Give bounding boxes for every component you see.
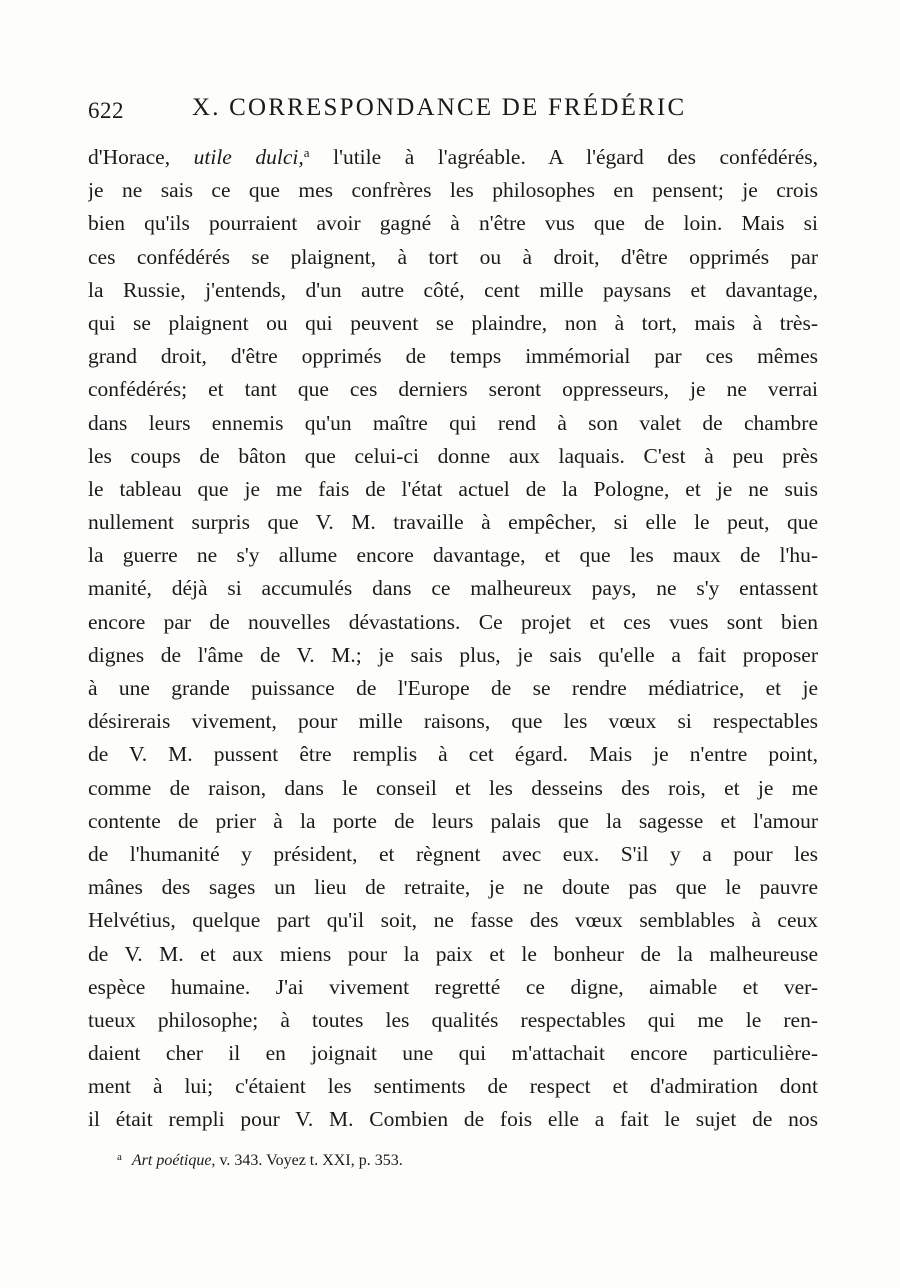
text-line: daient cher il en joignait une qui m'attachait encore particulière- — [88, 1041, 818, 1066]
text-line: la guerre ne s'y allume encore davantage, et que les maux de l'hu- — [88, 543, 818, 568]
text-line: bien qu'ils pourraient avoir gagné à n'être vus que de loin. Mais si — [88, 211, 818, 236]
text-line: tueux philosophe; à toutes les qualités respectables qui me le ren- — [88, 1007, 818, 1032]
text-line: désirerais vivement, pour mille raisons, que les vœux si respectables — [88, 709, 818, 734]
text-line: contente de prier à la porte de leurs palais que la sagesse et l'amour — [88, 808, 818, 833]
text-line: le tableau que je me fais de l'état actuel de la Pologne, et je ne suis — [88, 476, 818, 501]
text-line: dignes de l'âme de V. M.; je sais plus, je sais qu'elle a fait proposer — [88, 642, 818, 667]
text-line: comme de raison, dans le conseil et les desseins des rois, et je me — [88, 775, 818, 800]
text-line: Helvétius, quelque part qu'il soit, ne fasse des vœux semblables à ceux — [88, 908, 818, 933]
text-line: espèce humaine. J'ai vivement regretté ce digne, aimable et ver- — [88, 974, 818, 999]
text-line: les coups de bâton que celui-ci donne aux laquais. C'est à peu près — [88, 443, 818, 468]
text-line: de l'humanité y président, et règnent avec eux. S'il y a pour les — [88, 841, 818, 866]
text-fragment: d'Horace, — [88, 145, 194, 169]
text-line: dans leurs ennemis qu'un maître qui rend à son valet de chambre — [88, 410, 818, 435]
body-text — [88, 141, 818, 1137]
text-line: ces confédérés se plaignent, à tort ou à droit, d'être opprimés par — [88, 244, 818, 269]
text-line: mânes des sages un lieu de retraite, je ne doute pas que le pauvre — [88, 875, 818, 900]
running-header — [88, 94, 828, 134]
footnote-reference: a — [303, 145, 310, 160]
text-line: nullement surpris que V. M. travaille à empêcher, si elle le peut, que — [88, 510, 818, 535]
text-line: grand droit, d'être opprimés de temps immémorial par ces mêmes — [88, 344, 818, 369]
text-line: la Russie, j'entends, d'un autre côté, cent mille paysans et davantage, — [88, 277, 818, 302]
footnote-work-title: Art poétique, — [131, 1152, 216, 1169]
text-line: qui se plaignent ou qui peuvent se plaindre, non à tort, mais à très- — [88, 310, 818, 335]
text-line: à une grande puissance de l'Europe de se rendre médiatrice, et je — [88, 676, 818, 700]
footnote-reference-text: v. 343. Voyez t. XXI, p. 353. — [215, 1152, 403, 1169]
text-line: de V. M. et aux miens pour la paix et le bonheur de la malheureuse — [88, 941, 818, 966]
text-line: encore par de nouvelles dévastations. Ce projet et ces vues sont bien — [88, 609, 818, 634]
text-line: ment à lui; c'étaient les sentiments de respect et d'admiration dont — [88, 1074, 818, 1099]
text-fragment: l'utile à l'agréable. A l'égard des confédérés, — [309, 145, 818, 169]
text-line: confédérés; et tant que ces derniers seront oppresseurs, je ne verrai — [88, 377, 818, 402]
running-title: X. CORRESPONDANCE DE FRÉDÉRIC — [192, 94, 687, 121]
text-line: je ne sais ce que mes confrères les philosophes en pensent; je crois — [88, 178, 818, 203]
latin-quotation: utile dulci, — [193, 145, 304, 169]
text-line: il était rempli pour V. M. Combien de fois elle a fait le sujet de nos — [88, 1107, 818, 1132]
footnote-marker: a — [117, 1151, 122, 1163]
page-number: 622 — [88, 98, 124, 123]
text-line: de V. M. pussent être remplis à cet égard. Mais je n'entre point, — [88, 742, 818, 767]
text-line — [88, 141, 818, 174]
footnote — [117, 1152, 403, 1170]
text-line: manité, déjà si accumulés dans ce malheureux pays, ne s'y entassent — [88, 576, 818, 601]
